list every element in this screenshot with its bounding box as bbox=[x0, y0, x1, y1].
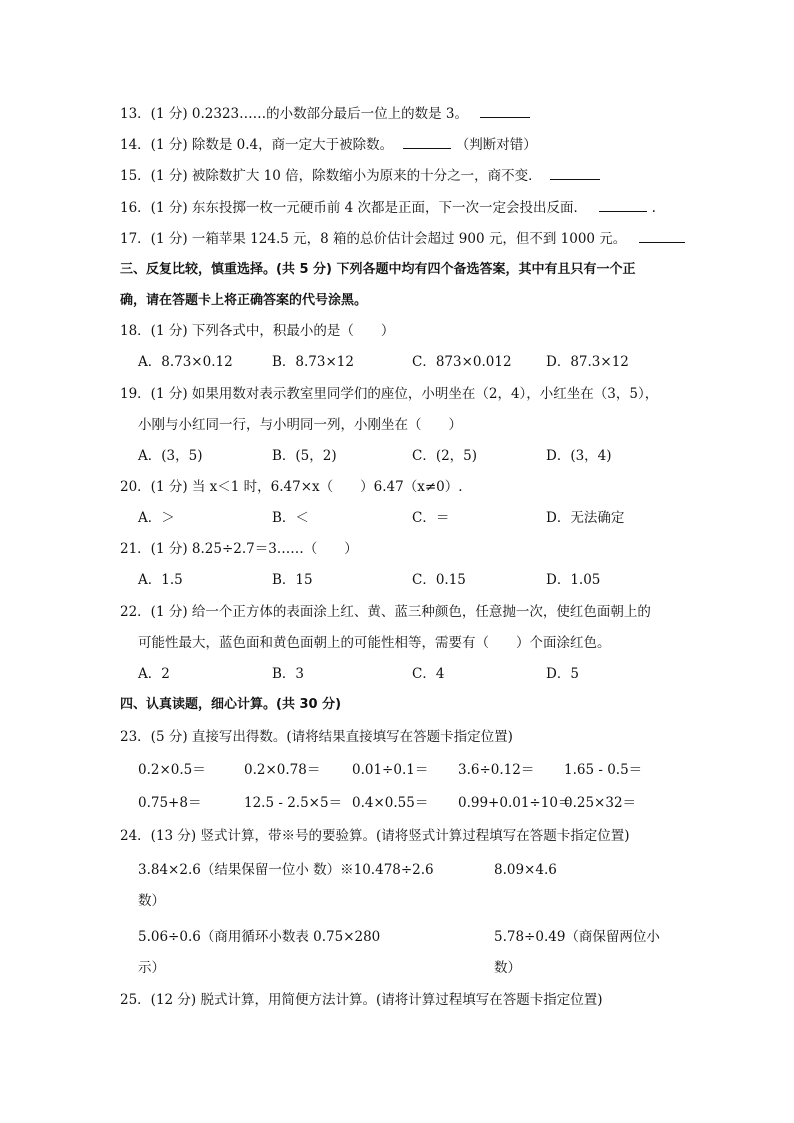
question-13-text: 13．(1 分) 0.2323……的小数部分最后一位上的数是 3。 bbox=[120, 106, 469, 122]
calc-item: 5.06÷0.6（商用循环小数表 0.75×280 bbox=[138, 929, 381, 945]
question-22-line-2: 可能性最大，蓝色面和黄色面朝上的可能性相等，需要有（ ）个面涂红色。 bbox=[138, 635, 611, 651]
option-a[interactable]: A．＞ bbox=[138, 510, 175, 526]
calc-item-continued: 数） bbox=[138, 893, 165, 909]
question-24: 24．(13 分) 竖式计算，带※号的要验算。(请将竖式计算过程填写在答题卡指定位置) bbox=[120, 828, 630, 844]
question-15-text: 15．(1 分) 被除数扩大 10 倍，除数缩小为原来的十分之一，商不变． bbox=[120, 168, 542, 184]
question-16-text: 16．(1 分) 东东投掷一枚一元硬币前 4 次都是正面，下一次一定会投出反面． bbox=[120, 200, 588, 216]
option-d[interactable]: D．无法确定 bbox=[546, 510, 625, 526]
answer-blank[interactable] bbox=[550, 165, 600, 180]
option-a[interactable]: A．8.73×0.12 bbox=[138, 354, 233, 370]
option-d[interactable]: D．87.3×12 bbox=[546, 354, 629, 370]
calc-item: 3.6÷0.12＝ bbox=[458, 762, 535, 778]
question-18: 18．(1 分) 下列各式中，积最小的是（ ） bbox=[120, 323, 395, 339]
calc-item: 8.09×4.6 bbox=[494, 862, 557, 878]
question-14 bbox=[120, 134, 537, 155]
question-16 bbox=[120, 197, 656, 218]
calc-item: 3.84×2.6（结果保留一位小 数）※10.478÷2.6 bbox=[138, 862, 434, 878]
question-17-text: 17．(1 分) 一箱苹果 124.5 元，8 箱的总价估计会超过 900 元，但不到 1000 元。 bbox=[120, 231, 627, 247]
option-c[interactable]: C．(2，5) bbox=[412, 448, 478, 464]
calc-item-continued: 数） bbox=[494, 960, 521, 976]
calc-item: 0.4×0.55＝ bbox=[352, 795, 429, 811]
question-23: 23．(5 分) 直接写出得数。(请将结果直接填写在答题卡指定位置) bbox=[120, 729, 513, 745]
calc-item: 5.78÷0.49（商保留两位小 bbox=[494, 929, 660, 945]
option-d[interactable]: D．1.05 bbox=[546, 572, 601, 588]
question-15 bbox=[120, 165, 600, 186]
question-25: 25．(12 分) 脱式计算，用简便方法计算。(请将计算过程填写在答题卡指定位置) bbox=[120, 992, 603, 1008]
calc-item: 0.2×0.78＝ bbox=[244, 762, 321, 778]
option-c[interactable]: C．0.15 bbox=[412, 572, 466, 588]
answer-blank[interactable] bbox=[639, 228, 685, 243]
option-c[interactable]: C．4 bbox=[412, 666, 445, 682]
option-b[interactable]: B．3 bbox=[272, 666, 305, 682]
answer-blank[interactable] bbox=[599, 197, 647, 212]
option-b[interactable]: B．＜ bbox=[272, 510, 309, 526]
answer-blank[interactable] bbox=[480, 103, 530, 118]
question-16-tail: . bbox=[651, 200, 656, 216]
option-d[interactable]: D．5 bbox=[546, 666, 579, 682]
question-19-line-2: 小刚与小红同一行，与小明同一列，小刚坐在（ ） bbox=[138, 417, 462, 433]
question-21: 21．(1 分) 8.25÷2.7＝3……（ ） bbox=[120, 541, 358, 557]
calc-item-continued: 示） bbox=[138, 960, 165, 976]
option-b[interactable]: B．15 bbox=[272, 572, 313, 588]
option-d[interactable]: D．(3，4) bbox=[546, 448, 612, 464]
option-c[interactable]: C．＝ bbox=[412, 510, 450, 526]
option-a[interactable]: A．2 bbox=[138, 666, 170, 682]
option-b[interactable]: B．(5，2) bbox=[272, 448, 337, 464]
option-a[interactable]: A．1.5 bbox=[138, 572, 183, 588]
calc-item: 0.2×0.5＝ bbox=[138, 762, 206, 778]
section-4-heading: 四、认真读题，细心计算。(共 30 分) bbox=[120, 697, 342, 712]
calc-item: 0.99+0.01÷10＝ bbox=[458, 795, 572, 811]
question-14-text: 14．(1 分) 除数是 0.4，商一定大于被除数。 bbox=[120, 137, 394, 153]
question-14-tail: （判断对错） bbox=[455, 137, 537, 153]
calc-item: 0.01÷0.1＝ bbox=[352, 762, 429, 778]
calc-item: 0.25×32＝ bbox=[564, 795, 637, 811]
question-17 bbox=[120, 228, 685, 249]
section-3-heading-line-2: 确，请在答题卡上将正确答案的代号涂黑。 bbox=[120, 293, 368, 308]
answer-blank[interactable] bbox=[403, 134, 451, 149]
question-13 bbox=[120, 103, 530, 124]
calc-item: 0.75+8＝ bbox=[138, 795, 202, 811]
question-22-line-1: 22．(1 分) 给一个正方体的表面涂上红、黄、蓝三种颜色，任意抛一次，使红色面朝上的 bbox=[120, 604, 651, 620]
option-b[interactable]: B．8.73×12 bbox=[272, 354, 354, 370]
question-19-line-1: 19．(1 分) 如果用数对表示教室里同学们的座位，小明坐在（2，4），小红坐在（3，5）， bbox=[120, 386, 659, 402]
section-3-heading-line-1: 三、反复比较，慎重选择。(共 5 分) 下列各题中均有四个备选答案，其中有且只有一个正 bbox=[120, 262, 636, 277]
option-a[interactable]: A．(3，5) bbox=[138, 448, 203, 464]
option-c[interactable]: C．873×0.012 bbox=[412, 354, 512, 370]
calc-item: 1.65 - 0.5＝ bbox=[564, 762, 643, 778]
calc-item: 12.5 - 2.5×5＝ bbox=[244, 795, 343, 811]
question-20: 20．(1 分) 当 x＜1 时，6.47×x（ ）6.47（x≠0）. bbox=[120, 479, 463, 495]
